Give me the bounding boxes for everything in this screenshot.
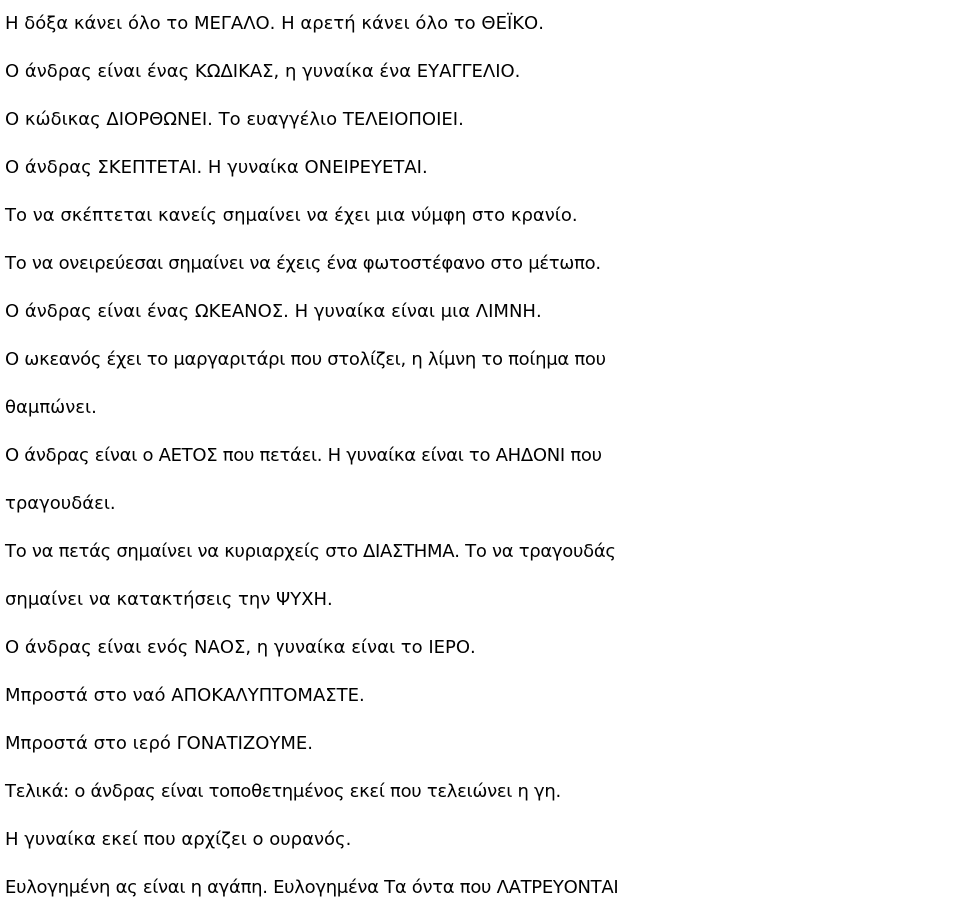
text-line-14: Ο άνδρας είναι ενός ΝΑΟΣ, η γυναίκα είναι το ΙΕΡΟ. bbox=[5, 637, 476, 658]
text-line-17: Τελικά: ο άνδρας είναι τοποθετημένος εκεί που τελειώνει η γη. bbox=[5, 781, 561, 802]
text-line-12: Το να πετάς σημαίνει να κυριαρχείς στο ΔΙΑΣΤΗΜΑ. Το να τραγουδάς bbox=[5, 541, 616, 562]
text-line-4: Ο άνδρας ΣΚΕΠΤΕΤΑΙ. Η γυναίκα ΟΝΕΙΡΕΥΕΤΑΙ. bbox=[5, 157, 428, 178]
text-line-3: Ο κώδικας ΔΙΟΡΘΩΝΕΙ. Το ευαγγέλιο ΤΕΛΕΙΟΠΟΙΕΙ. bbox=[5, 109, 464, 130]
poem-text-block bbox=[5, 0, 957, 912]
text-line-2: Ο άνδρας είναι ένας ΚΩΔΙΚΑΣ, η γυναίκα ένα ΕΥΑΓΓΕΛΙΟ. bbox=[5, 61, 521, 82]
text-line-7: Ο άνδρας είναι ένας ΩΚΕΑΝΟΣ. Η γυναίκα είναι μια ΛΙΜΝΗ. bbox=[5, 301, 542, 322]
text-line-11: τραγουδάει. bbox=[5, 493, 116, 514]
text-line-13: σημαίνει να κατακτήσεις την ΨΥΧΗ. bbox=[5, 589, 333, 610]
text-line-15: Μπροστά στο ναό ΑΠΟΚΑΛΥΠΤΟΜΑΣΤΕ. bbox=[5, 685, 365, 706]
text-line-8: Ο ωκεανός έχει το μαργαριτάρι που στολίζει, η λίμνη το ποίημα που bbox=[5, 349, 606, 370]
text-line-10: Ο άνδρας είναι ο ΑΕΤΟΣ που πετάει. Η γυναίκα είναι το ΑΗΔΟΝΙ που bbox=[5, 445, 602, 466]
text-line-1: Η δόξα κάνει όλο το ΜΕΓΑΛΟ. Η αρετή κάνει όλο το ΘΕΪΚΟ. bbox=[5, 13, 544, 34]
text-line-6: Το να ονειρεύεσαι σημαίνει να έχεις ένα φωτοστέφανο στο μέτωπο. bbox=[5, 253, 601, 274]
text-line-5: Το να σκέπτεται κανείς σημαίνει να έχει μια νύμφη στο κρανίο. bbox=[5, 205, 578, 226]
text-line-19: Ευλογημένη ας είναι η αγάπη. Ευλογημένα Τα όντα που ΛΑΤΡΕΥΟΝΤΑΙ bbox=[5, 877, 619, 898]
text-line-16: Μπροστά στο ιερό ΓΟΝΑΤΙΖΟΥΜΕ. bbox=[5, 733, 313, 754]
text-line-9: θαμπώνει. bbox=[5, 397, 97, 418]
text-line-18: Η γυναίκα εκεί που αρχίζει ο ουρανός. bbox=[5, 829, 352, 850]
